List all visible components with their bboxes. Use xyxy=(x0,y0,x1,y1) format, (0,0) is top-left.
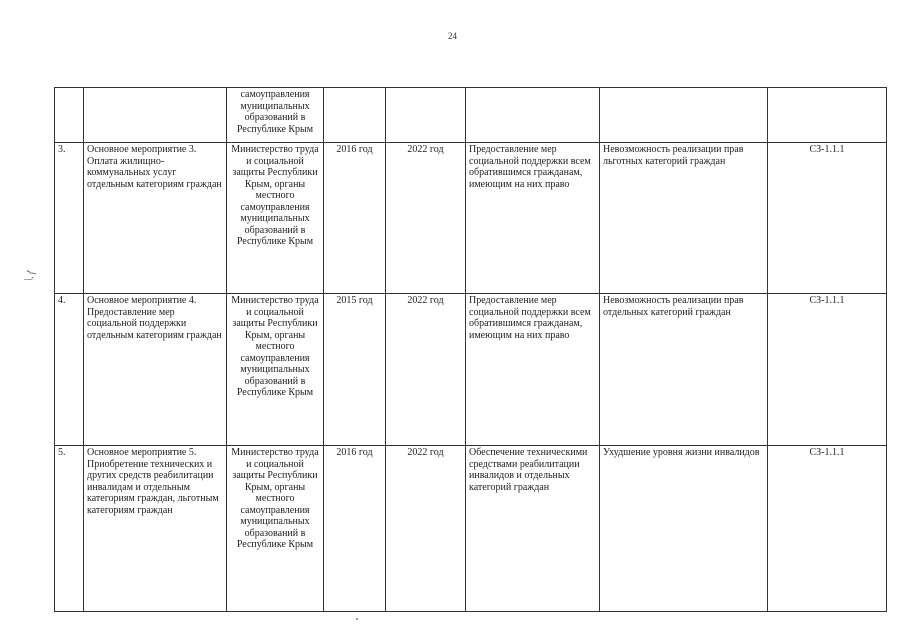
cell-end: 2022 год xyxy=(386,294,466,446)
cell-risk xyxy=(600,88,768,143)
cell-indicator: СЗ-1.1.1 xyxy=(768,294,887,446)
cell-executor: самоуправления муниципальных образований в Республике Крым xyxy=(227,88,324,143)
cell-end: 2022 год xyxy=(386,446,466,612)
cell-start: 2016 год xyxy=(324,143,386,294)
cell-name: Основное мероприятие 4. Предоставление мер социальной поддержки отдельным категориям граждан xyxy=(84,294,227,446)
cell-end: 2022 год xyxy=(386,143,466,294)
cell-name: Основное мероприятие 3. Оплата жилищно-коммунальных услуг отдельным категориям граждан xyxy=(84,143,227,294)
cell-indicator: СЗ-1.1.1 xyxy=(768,143,887,294)
scan-speck xyxy=(356,618,358,620)
cell-num: 4. xyxy=(55,294,84,446)
cell-name xyxy=(84,88,227,143)
cell-start: 2016 год xyxy=(324,446,386,612)
cell-result: Предоставление мер социальной поддержки всем обратившимся гражданам, имеющим на них право xyxy=(466,294,600,446)
cell-start xyxy=(324,88,386,143)
cell-start: 2015 год xyxy=(324,294,386,446)
table-row xyxy=(55,294,887,446)
cell-indicator: СЗ-1.1.1 xyxy=(768,446,887,612)
cell-risk: Невозможность реализации прав отдельных категорий граждан xyxy=(600,294,768,446)
cell-risk: Ухудшение уровня жизни инвалидов xyxy=(600,446,768,612)
cell-end xyxy=(386,88,466,143)
cell-name: Основное мероприятие 5. Приобретение технических и других средств реабилитации инвалидам и отдельным категориям граждан, льготным категориям граждан xyxy=(84,446,227,612)
cell-executor: Министерство труда и социальной защиты Республики Крым, органы местного самоуправления муниципальных образований в Республике Крым xyxy=(227,294,324,446)
cell-risk: Невозможность реализации прав льготных категорий граждан xyxy=(600,143,768,294)
cell-result: Предоставление мер социальной поддержки всем обратившимся гражданам, имеющим на них право xyxy=(466,143,600,294)
cell-result xyxy=(466,88,600,143)
cell-num: 3. xyxy=(55,143,84,294)
margin-handwritten-mark: \.{ xyxy=(20,267,39,284)
cell-indicator xyxy=(768,88,887,143)
cell-num xyxy=(55,88,84,143)
cell-num: 5. xyxy=(55,446,84,612)
measures-table xyxy=(54,87,887,612)
table-row xyxy=(55,446,887,612)
cell-executor: Министерство труда и социальной защиты Республики Крым, органы местного самоуправления муниципальных образований в Республике Крым xyxy=(227,143,324,294)
cell-result: Обеспечение техническими средствами реабилитации инвалидов и отдельных категорий граждан xyxy=(466,446,600,612)
table-row-continuation xyxy=(55,88,887,143)
table-row xyxy=(55,143,887,294)
cell-executor: Министерство труда и социальной защиты Республики Крым, органы местного самоуправления муниципальных образований в Республике Крым xyxy=(227,446,324,612)
page-number: 24 xyxy=(448,31,457,41)
